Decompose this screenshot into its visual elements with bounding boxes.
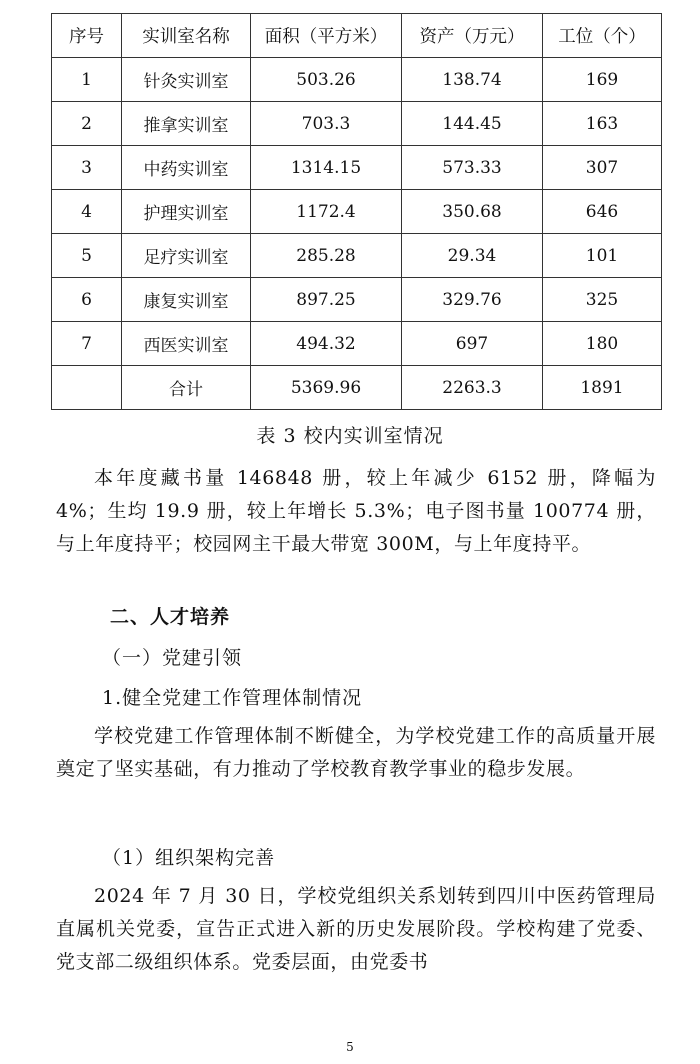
header-stations: 工位（个）	[543, 14, 662, 58]
cell-index: 1	[52, 58, 122, 102]
cell-area: 503.26	[251, 58, 402, 102]
table-row	[52, 102, 662, 146]
header-area: 面积（平方米）	[251, 14, 402, 58]
cell-assets: 697	[402, 322, 543, 366]
cell-index: 5	[52, 234, 122, 278]
table-row	[52, 278, 662, 322]
cell-room-name: 推拿实训室	[122, 102, 251, 146]
paragraph-party-building	[56, 720, 656, 830]
cell-total-area: 5369.96	[251, 366, 402, 410]
cell-room-name: 足疗实训室	[122, 234, 251, 278]
cell-area: 494.32	[251, 322, 402, 366]
table-row	[52, 322, 662, 366]
cell-room-name: 西医实训室	[122, 322, 251, 366]
table-row	[52, 146, 662, 190]
paragraph-text: 学校党建工作管理体制不断健全，为学校党建工作的高质量开展奠定了坚实基础，有力推动了学校教育教学事业的稳步发展。	[56, 725, 656, 780]
cell-assets: 350.68	[402, 190, 543, 234]
paragraph-organization	[56, 880, 656, 990]
cell-assets: 29.34	[402, 234, 543, 278]
cell-stations: 169	[543, 58, 662, 102]
cell-stations: 307	[543, 146, 662, 190]
cell-area: 1172.4	[251, 190, 402, 234]
cell-stations: 325	[543, 278, 662, 322]
header-assets: 资产（万元）	[402, 14, 543, 58]
cell-total-label: 合计	[122, 366, 251, 410]
header-index: 序号	[52, 14, 122, 58]
cell-stations: 646	[543, 190, 662, 234]
cell-index: 6	[52, 278, 122, 322]
cell-area: 703.3	[251, 102, 402, 146]
cell-stations: 180	[543, 322, 662, 366]
cell-room-name: 中药实训室	[122, 146, 251, 190]
paragraph-text: 2024 年 7 月 30 日，学校党组织关系划转到四川中医药管理局直属机关党委，宣告正式进入新的历史发展阶段。学校构建了党委、党支部二级组织体系。党委层面，由党委书	[56, 885, 656, 973]
table-total-row	[52, 366, 662, 410]
sub-item-heading: （1）组织架构完善	[102, 847, 276, 869]
cell-total-stations: 1891	[543, 366, 662, 410]
table-row	[52, 190, 662, 234]
cell-assets: 329.76	[402, 278, 543, 322]
cell-index: 7	[52, 322, 122, 366]
cell-assets: 144.45	[402, 102, 543, 146]
cell-room-name: 康复实训室	[122, 278, 251, 322]
header-room-name: 实训室名称	[122, 14, 251, 58]
cell-index: 2	[52, 102, 122, 146]
cell-index: 3	[52, 146, 122, 190]
cell-area: 897.25	[251, 278, 402, 322]
cell-assets: 138.74	[402, 58, 543, 102]
paragraph-text: 本年度藏书量 146848 册，较上年减少 6152 册，降幅为 4%；生均 19.9 册，较上年增长 5.3%；电子图书量 100774 册，与上年度持平；校园网主干最大带宽 300M，与上年度持平。	[56, 467, 656, 555]
cell-area: 1314.15	[251, 146, 402, 190]
table-header-row	[52, 14, 662, 58]
table-caption: 表 3 校内实训室情况	[256, 425, 444, 447]
table-row	[52, 58, 662, 102]
paragraph-library	[56, 462, 656, 594]
cell-room-name: 护理实训室	[122, 190, 251, 234]
item-heading: 1.健全党建工作管理体制情况	[102, 687, 363, 709]
cell-stations: 101	[543, 234, 662, 278]
subsection-heading: （一）党建引领	[102, 647, 243, 669]
cell-area: 285.28	[251, 234, 402, 278]
table-row	[52, 234, 662, 278]
training-room-table	[51, 13, 662, 410]
section-heading: 二、人才培养	[110, 606, 231, 628]
cell-room-name: 针灸实训室	[122, 58, 251, 102]
cell-assets: 573.33	[402, 146, 543, 190]
cell-total-assets: 2263.3	[402, 366, 543, 410]
page-number: 5	[346, 1040, 354, 1054]
cell-index	[52, 366, 122, 410]
cell-index: 4	[52, 190, 122, 234]
cell-stations: 163	[543, 102, 662, 146]
